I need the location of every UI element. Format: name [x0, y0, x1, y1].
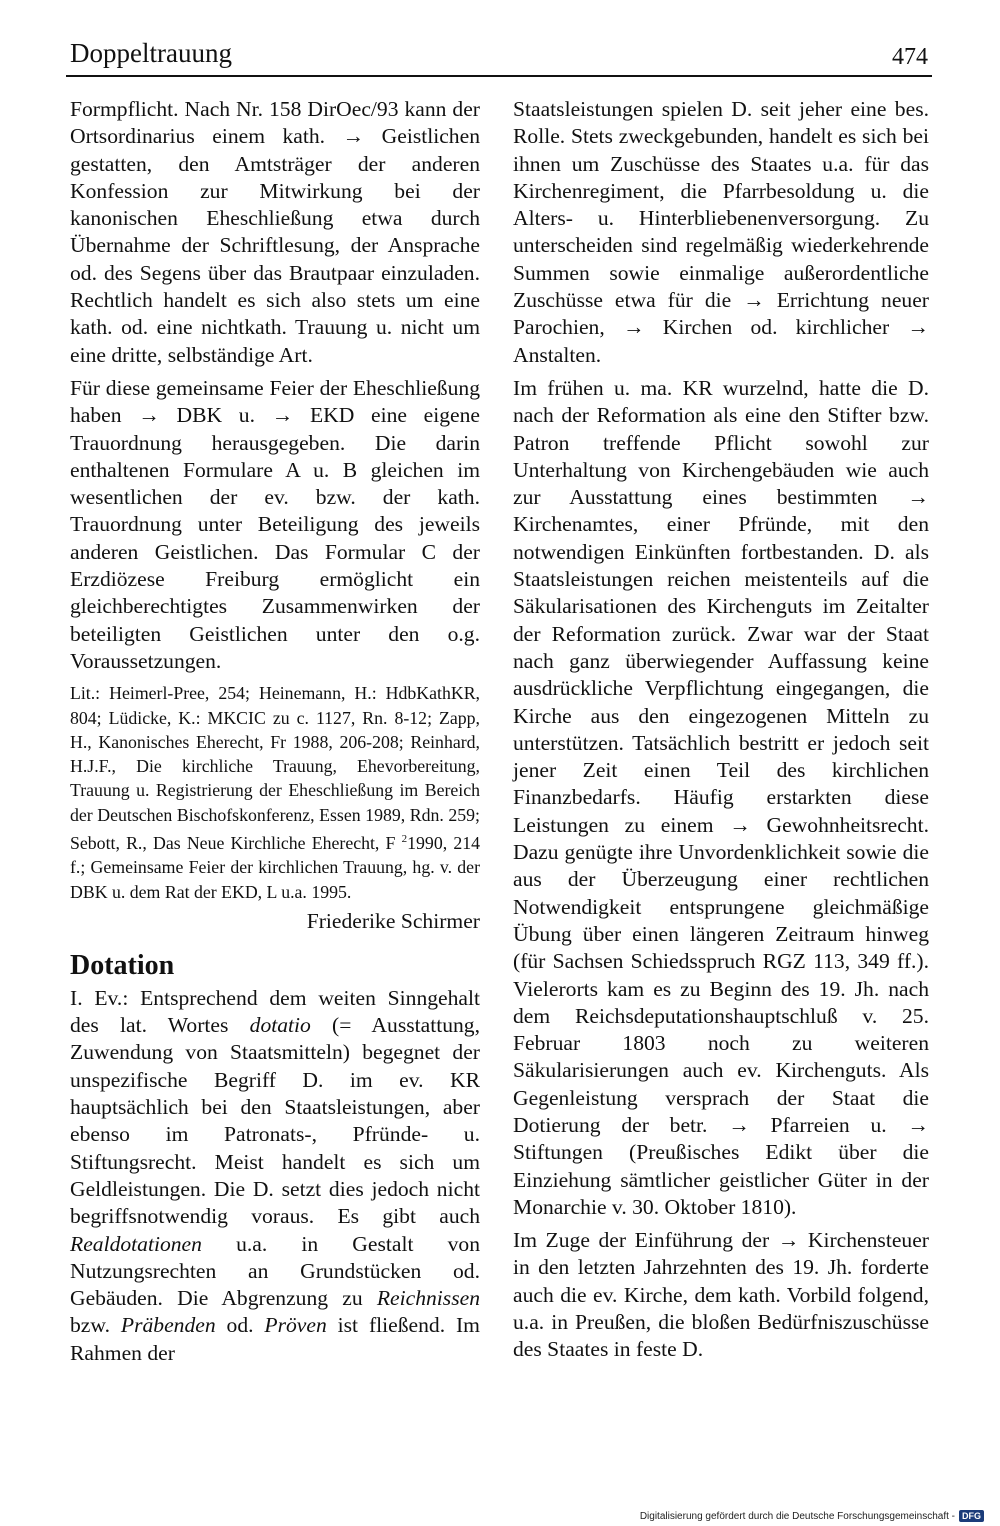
lit-text: 1990, 214 f.; Gemeinsame Feier der kirchlichen Trauung, hg. v. der DBK u. dem Rat der EKD, L u.a. 1995. [70, 832, 480, 902]
lit-text: Lit.: Heimerl-Pree, 254; Heinemann, H.: HdbKathKR, 804; Lüdicke, K.: MKCIC zu c. 1127, Rn. 8-12; Zapp, H., Kanonisches Eherecht, Fr 1988, 206-208; Reinhard, H.J.F., Die kirchliche Trauung, Ehevorbereitung, Trauung u. Registrierung der Eheschließung im Bereich der Deutschen Bischofskonferenz, Essen 1989, Rdn. 259; Sebott, R., Das Neue Kirchliche Eherecht, F [70, 683, 480, 853]
entry-title: Dotation [70, 949, 175, 981]
running-title: Doppeltrauung [70, 38, 232, 68]
header-rule [66, 75, 932, 77]
italic-term: Präbenden [120, 1313, 216, 1338]
paragraph [70, 985, 480, 1367]
text-run: u.a. in Gestalt von Nutzungsrechten an Grundstücken od. Gebäuden. Die Abgrenzung zu [70, 1231, 480, 1311]
paragraph: Für diese gemeinsame Feier der Eheschließung haben → DBK u. → EKD eine eigene Trauordnung herausgegeben. Die darin enthaltenen Formulare A u. B gleichen im wesentlichen der ev. bzw. der kath. Trauordnung unter Beteiligung des jeweils anderen Geistlichen. Das Formular C der Erzdiözese Freiburg ermöglicht ein gleichberechtigtes Zusammenwirken der beteiligten Geistlichen unter den o.g. Voraussetzungen. [70, 375, 480, 673]
text-run: bzw. [70, 1313, 110, 1338]
left-column [70, 96, 480, 1373]
italic-term: dotatio [249, 1013, 311, 1038]
author-name: Friederike Schirmer [306, 908, 480, 933]
paragraph: Staatsleistungen spielen D. seit jeher eine bes. Rolle. Stets zweckgebunden, handelt es sich bei ihnen um Zuschüsse des Staates u.a. für das Kirchenregiment, die Pfarrbesoldung u. die Alters- u. Hinterbliebenenversorgung. Zu unterscheiden sind regelmäßig wiederkehrende Summen sowie einmalige außerordentliche Zuschüsse etwa für die → Errichtung neuer Parochien, → Kirchen od. kirchlicher → Anstalten. [513, 97, 929, 367]
italic-term: Realdotationen [70, 1231, 202, 1256]
italic-term: Pröven [264, 1313, 327, 1338]
page-number: 474 [892, 44, 928, 70]
digitization-footer [640, 1509, 984, 1523]
italic-term: Reichnissen [376, 1286, 480, 1311]
literature-references [70, 681, 480, 904]
text-run: (= Ausstattung, Zuwendung von Staatsmitteln) begegnet der unspezifische Begriff D. im ev. KR hauptsächlich bei den Staatsleistungen, aber ebenso im Patronats-, Pfründe- u. Stiftungsrecht. Meist handelt es sich um Geldleistungen. Die D. setzt dies jedoch nicht begriffsnotwendig voraus. Es gibt auch [70, 1013, 480, 1229]
superscript: 2 [401, 833, 408, 846]
dfg-logo: DFG [959, 1510, 984, 1522]
text-run: od. [226, 1313, 254, 1338]
paragraph: Formpflicht. Nach Nr. 158 DirOec/93 kann der Ortsordinarius einem kath. → Geistlichen gestatten, den Amtsträger der anderen Konfession zur Mitwirkung bei der kanonischen Eheschließung etwa durch Übernahme der Schriftlesung, der Ansprache od. des Segens über das Brautpaar einzuladen. Rechtlich handelt es sich also stets um eine kath. od. eine nichtkath. Trauung u. nicht um eine dritte, selbständige Art. [70, 97, 480, 367]
footer-text: Digitalisierung gefördert durch die Deutsche Forschungsgemeinschaft - [639, 1510, 955, 1522]
right-column [513, 96, 929, 1370]
paragraph: Im frühen u. ma. KR wurzelnd, hatte die D. nach der Reformation als eine den Stifter bzw. Patron treffende Pflicht sowohl zur Unterhaltung von Kirchengebäuden wie auch zur Ausstattung eines bestimmten → Kirchenamtes, einer Pfründe, mit den notwendigen Einkünften fortbestanden. D. als Staatsleistungen reichen meistenteils auf die Säkularisationen des Kirchenguts im Zeitalter der Reformation zurück. Zwar war der Staat nach ganz überwiegender Auffassung keine ausdrückliche Verpflichtung eingegangen, die Kirche aus den eingezogenen Mitteln zu unterstützen. Tatsächlich bestritt er jedoch seit jener Zeit einen Teil des kirchlichen Finanzbedarfs. Häufig erstarkten diese Leistungen zu einem → Gewohnheitsrecht. Dazu genügte ihre Unvordenklichkeit sowie die aus der Überzeugung einer rechtlichen Notwendigkeit entsprungene gleichmäßige Übung über einen längeren Zeitraum hinweg (für Sachsen Schiedsspruch RGZ 113, 349 ff.). Vielerorts kam es zu Beginn des 19. Jh. nach dem Reichsdeputationshauptschluß v. 25. Februar 1803 noch zu weiteren Säkularisierungen auch ev. Kirchenguts. Als Gegenleistung versprach der Staat die Dotierung der betr. → Pfarreien u. → Stiftungen (Preußisches Edikt über die Einziehung sämtlicher geistlicher Güter in der Monarchie v. 30. Oktober 1810). [513, 375, 929, 1219]
page-header [66, 36, 932, 78]
text-run: ist fließend. Im Rahmen der [70, 1313, 480, 1365]
text-run: I. Ev.: Entsprechend dem weiten Sinngehalt des lat. Wortes [70, 985, 480, 1038]
paragraph: Im Zuge der Einführung der → Kirchensteuer in den letzten Jahrzehnten des 19. Jh. forderte auch die ev. Kirche, dem kath. Vorbild folgend, u.a. in Preußen, die bloßen Bedürfniszuschüsse des Staates in feste D. [513, 1228, 929, 1362]
